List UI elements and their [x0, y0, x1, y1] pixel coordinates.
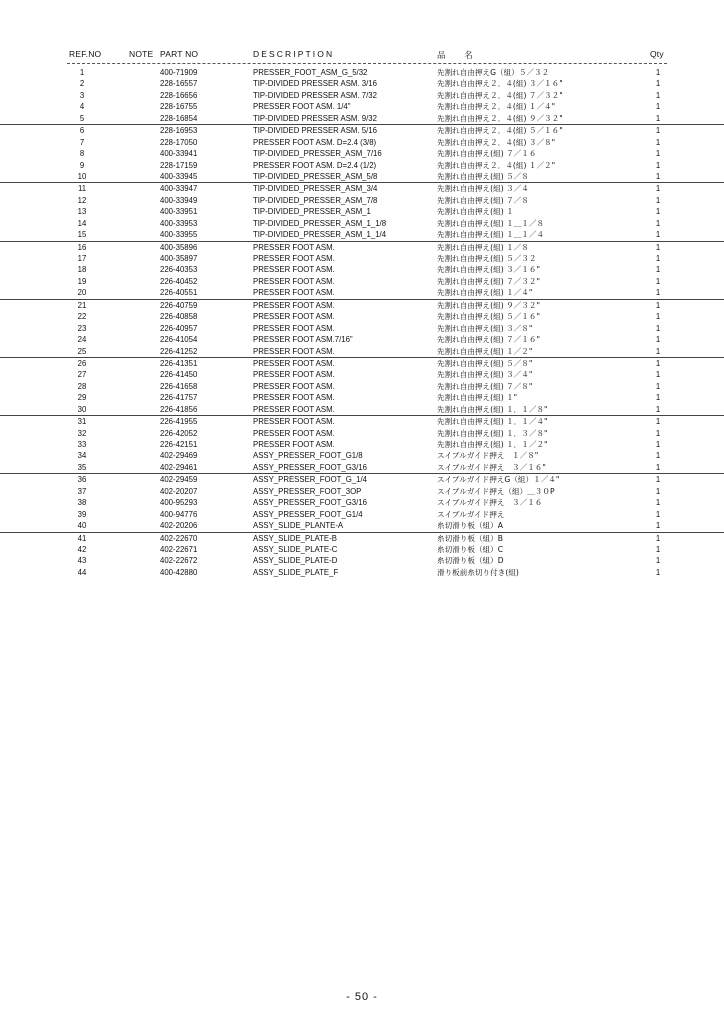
- japanese-name-cell: スイブルガイド押え ３／１６": [437, 462, 546, 472]
- part-no-cell: 228-16755: [160, 102, 198, 112]
- ref-no-cell: 1: [79, 68, 85, 77]
- description-cell: TIP-DIVIDED_PRESSER_ASM_7/8: [253, 195, 378, 205]
- qty-cell: 1: [655, 440, 661, 449]
- qty-cell: 1: [655, 137, 661, 147]
- ref-no-cell: 14: [77, 218, 87, 228]
- description-cell: PRESSER FOOT ASM. D=2.4 (1/2): [253, 160, 377, 170]
- qty-cell: 1: [655, 486, 661, 496]
- description-cell: PRESSER FOOT ASM.: [253, 242, 335, 252]
- part-no-cell: 400-94776: [160, 509, 198, 519]
- ref-no-cell: 24: [77, 335, 87, 345]
- table-row: [0, 392, 724, 403]
- japanese-name-cell: 先割れ自由押え(組) １．１／４": [437, 417, 548, 427]
- description-cell: PRESSER FOOT ASM.: [253, 417, 335, 427]
- part-no-cell: 226-41955: [160, 417, 198, 427]
- ref-no-cell: 39: [77, 509, 87, 519]
- ref-no-cell: 31: [77, 417, 87, 427]
- description-cell: TIP-DIVIDED PRESSER ASM. 5/16: [253, 126, 377, 136]
- ref-no-cell: 25: [77, 346, 87, 356]
- qty-cell: 1: [655, 160, 661, 170]
- table-row: [0, 229, 724, 240]
- japanese-name-cell: 糸切滑り板（組）B: [437, 533, 503, 543]
- part-no-cell: 402-22671: [160, 544, 198, 554]
- part-no-cell: 400-35897: [160, 254, 198, 263]
- description-cell: PRESSER FOOT ASM.: [253, 288, 335, 298]
- ref-no-cell: 21: [77, 300, 87, 310]
- parts-table: [0, 67, 724, 578]
- table-row: [0, 428, 724, 439]
- part-no-cell: 228-17159: [160, 160, 198, 170]
- part-no-cell: 226-40452: [160, 276, 198, 286]
- header-part-no: PART NO: [160, 49, 199, 59]
- japanese-name-cell: 先割れ自由押え(組) ５／３２: [437, 254, 537, 263]
- qty-cell: 1: [655, 509, 661, 519]
- part-no-cell: 228-17050: [160, 137, 198, 147]
- japanese-name-cell: 先割れ自由押え(組) １／８: [437, 242, 529, 252]
- table-row: [0, 206, 724, 217]
- table-row: [0, 567, 724, 578]
- qty-cell: 1: [655, 462, 661, 472]
- part-no-cell: 228-16953: [160, 126, 198, 136]
- japanese-name-cell: 先割れ自由押え(組) １．１／８": [437, 404, 548, 414]
- ref-no-cell: 35: [77, 462, 87, 472]
- part-no-cell: 226-40858: [160, 312, 198, 322]
- qty-cell: 1: [655, 68, 661, 77]
- japanese-name-cell: 先割れ自由押え(組) ３／８": [437, 323, 533, 333]
- description-cell: PRESSER FOOT ASM.: [253, 370, 335, 380]
- japanese-name-cell: 先割れ自由押え(組) ７／１６": [437, 335, 540, 345]
- qty-cell: 1: [655, 312, 661, 322]
- ref-no-cell: 19: [77, 276, 87, 286]
- header-japanese-name: 品 名: [437, 51, 481, 61]
- table-row: [0, 404, 724, 415]
- ref-no-cell: 34: [77, 451, 87, 461]
- japanese-name-cell: スイブルガイド押え（組）＿３０P: [437, 486, 555, 496]
- qty-cell: 1: [655, 230, 661, 240]
- qty-cell: 1: [655, 276, 661, 286]
- page-number: - 50 -: [346, 991, 378, 1003]
- japanese-name-cell: 先割れ自由押え(組) ９／３２": [437, 300, 540, 310]
- qty-cell: 1: [655, 126, 661, 136]
- japanese-name-cell: 滑り板前糸切り付き(組): [437, 567, 519, 577]
- table-row: [0, 381, 724, 392]
- part-no-cell: 226-40759: [160, 300, 198, 310]
- part-no-cell: 400-33951: [160, 207, 198, 217]
- qty-cell: 1: [655, 300, 661, 310]
- ref-no-cell: 23: [77, 323, 87, 333]
- japanese-name-cell: スイブルガイド押え ３／１６: [437, 498, 543, 508]
- ref-no-cell: 6: [79, 126, 85, 136]
- japanese-name-cell: 糸切滑り板（組）D: [437, 556, 504, 566]
- japanese-name-cell: 先割れ自由押え(組) ３／４: [437, 184, 529, 194]
- description-cell: PRESSER FOOT ASM.: [253, 254, 335, 263]
- table-row: [0, 415, 724, 427]
- japanese-name-cell: 先割れ自由押え２．４(組) ３／１６": [437, 79, 563, 89]
- japanese-name-cell: 先割れ自由押え(組) ７／８": [437, 381, 533, 391]
- qty-cell: 1: [655, 381, 661, 391]
- qty-cell: 1: [655, 171, 661, 181]
- ref-no-cell: 38: [77, 498, 87, 508]
- ref-no-cell: 5: [79, 113, 85, 123]
- table-row: [0, 462, 724, 473]
- part-no-cell: 400-33945: [160, 171, 198, 181]
- qty-cell: 1: [655, 149, 661, 159]
- qty-cell: 1: [655, 404, 661, 414]
- qty-cell: 1: [655, 218, 661, 228]
- qty-cell: 1: [655, 102, 661, 112]
- part-no-cell: 226-41450: [160, 370, 198, 380]
- qty-cell: 1: [655, 195, 661, 205]
- japanese-name-cell: 先割れ自由押え(組) ５／８": [437, 358, 533, 368]
- table-row: [0, 544, 724, 555]
- header-divider: [67, 63, 667, 64]
- description-cell: TIP-DIVIDED_PRESSER_ASM_1: [253, 207, 371, 217]
- table-row: [0, 346, 724, 357]
- description-cell: PRESSER FOOT ASM. 1/4": [253, 102, 351, 112]
- ref-no-cell: 15: [77, 230, 87, 240]
- japanese-name-cell: 先割れ自由押え２．４(組) １／２": [437, 160, 556, 170]
- qty-cell: 1: [655, 428, 661, 438]
- qty-cell: 1: [655, 242, 661, 252]
- japanese-name-cell: 先割れ自由押え(組) １＿１／４: [437, 230, 545, 240]
- description-cell: ASSY_PRESSER_FOOT_G_1/4: [253, 475, 367, 485]
- japanese-name-cell: 先割れ自由押え(組) １: [437, 207, 514, 217]
- description-cell: ASSY_PRESSER_FOOT_G3/16: [253, 462, 367, 472]
- table-row: [0, 78, 724, 89]
- description-cell: PRESSER FOOT ASM.: [253, 300, 335, 310]
- qty-cell: 1: [655, 346, 661, 356]
- description-cell: PRESSER FOOT ASM.: [253, 381, 335, 391]
- table-row: [0, 486, 724, 497]
- part-no-cell: 226-41252: [160, 346, 198, 356]
- part-no-cell: 400-33941: [160, 149, 198, 159]
- qty-cell: 1: [655, 475, 661, 485]
- part-no-cell: 228-16557: [160, 79, 198, 89]
- description-cell: PRESSER FOOT ASM.: [253, 440, 335, 449]
- ref-no-cell: 44: [77, 567, 87, 577]
- qty-cell: 1: [655, 254, 661, 263]
- qty-cell: 1: [655, 323, 661, 333]
- japanese-name-cell: 先割れ自由押え(組) １．３／８": [437, 428, 548, 438]
- ref-no-cell: 3: [79, 90, 85, 100]
- table-row: [0, 171, 724, 182]
- table-row: [0, 509, 724, 520]
- ref-no-cell: 16: [77, 242, 87, 252]
- description-cell: PRESSER FOOT ASM.: [253, 393, 335, 403]
- ref-no-cell: 27: [77, 370, 87, 380]
- part-no-cell: 226-41351: [160, 358, 198, 368]
- qty-cell: 1: [655, 184, 661, 194]
- description-cell: TIP-DIVIDED PRESSER ASM. 9/32: [253, 113, 377, 123]
- ref-no-cell: 29: [77, 393, 87, 403]
- qty-cell: 1: [655, 370, 661, 380]
- qty-cell: 1: [655, 113, 661, 123]
- table-row: [0, 323, 724, 334]
- part-no-cell: 400-42880: [160, 567, 198, 577]
- part-no-cell: 402-29469: [160, 451, 198, 461]
- ref-no-cell: 22: [77, 312, 87, 322]
- table-row: [0, 90, 724, 101]
- japanese-name-cell: 先割れ自由押え２．４(組) ３／８": [437, 137, 556, 147]
- qty-cell: 1: [655, 451, 661, 461]
- part-no-cell: 400-33953: [160, 218, 198, 228]
- description-cell: PRESSER FOOT ASM.: [253, 312, 335, 322]
- qty-cell: 1: [655, 90, 661, 100]
- description-cell: PRESSER FOOT ASM.: [253, 404, 335, 414]
- description-cell: ASSY_PRESSER_FOOT_G3/16: [253, 498, 367, 508]
- qty-cell: 1: [655, 544, 661, 554]
- ref-no-cell: 32: [77, 428, 87, 438]
- description-cell: TIP-DIVIDED_PRESSER_ASM_7/16: [253, 149, 382, 159]
- table-row: [0, 160, 724, 171]
- description-cell: TIP-DIVIDED_PRESSER_ASM_3/4: [253, 184, 378, 194]
- table-row: [0, 555, 724, 566]
- japanese-name-cell: 先割れ自由押え(組) １／４": [437, 288, 533, 298]
- description-cell: TIP-DIVIDED_PRESSER_ASM_1_1/4: [253, 230, 387, 240]
- part-no-cell: 226-42052: [160, 428, 198, 438]
- part-no-cell: 400-95293: [160, 498, 198, 508]
- ref-no-cell: 43: [77, 556, 87, 566]
- japanese-name-cell: 先割れ自由押え２．４(組) ９／３２": [437, 113, 563, 123]
- table-row: [0, 357, 724, 369]
- qty-cell: 1: [655, 79, 661, 89]
- part-no-cell: 226-40551: [160, 288, 198, 298]
- description-cell: ASSY_SLIDE_PLATE-D: [253, 556, 338, 566]
- description-cell: PRESSER FOOT ASM.: [253, 265, 335, 275]
- description-cell: ASSY_SLIDE_PLATE-C: [253, 544, 338, 554]
- japanese-name-cell: 先割れ自由押え(組) ７／１６: [437, 149, 537, 159]
- table-row: [0, 67, 724, 78]
- table-row: [0, 450, 724, 461]
- ref-no-cell: 42: [77, 544, 87, 554]
- japanese-name-cell: スイブルガイド押え: [437, 509, 505, 519]
- description-cell: ASSY_SLIDE_PLATE_F: [253, 567, 339, 577]
- description-cell: PRESSER_FOOT_ASM_G_5/32: [253, 68, 368, 77]
- part-no-cell: 402-22672: [160, 556, 198, 566]
- japanese-name-cell: 先割れ自由押え(組) ５／１６": [437, 312, 540, 322]
- description-cell: PRESSER FOOT ASM. D=2.4 (3/8): [253, 137, 377, 147]
- part-no-cell: 402-20206: [160, 521, 198, 531]
- qty-cell: 1: [655, 417, 661, 427]
- description-cell: ASSY_SLIDE_PLANTE-A: [253, 521, 344, 531]
- qty-cell: 1: [655, 521, 661, 531]
- japanese-name-cell: 先割れ自由押え(組) １／２": [437, 346, 533, 356]
- table-row: [0, 113, 724, 124]
- table-row: [0, 520, 724, 531]
- ref-no-cell: 18: [77, 265, 87, 275]
- ref-no-cell: 20: [77, 288, 87, 298]
- qty-cell: 1: [655, 358, 661, 368]
- ref-no-cell: 36: [77, 475, 87, 485]
- qty-cell: 1: [655, 335, 661, 345]
- qty-cell: 1: [655, 265, 661, 275]
- japanese-name-cell: 先割れ自由押え(組) ７／８: [437, 195, 529, 205]
- part-no-cell: 402-20207: [160, 486, 198, 496]
- qty-cell: 1: [655, 556, 661, 566]
- header-ref-no: REF.NO: [69, 49, 102, 59]
- table-row: [0, 276, 724, 287]
- table-row: [0, 287, 724, 298]
- part-no-cell: 400-71909: [160, 68, 198, 77]
- japanese-name-cell: スイブルガイド押えG（組）１／４": [437, 475, 560, 485]
- part-no-cell: 226-40353: [160, 265, 198, 275]
- description-cell: PRESSER FOOT ASM.: [253, 276, 335, 286]
- header-qty: Qty: [650, 49, 664, 59]
- table-row: [0, 311, 724, 322]
- japanese-name-cell: 先割れ自由押えG（組）５／３２: [437, 68, 550, 77]
- ref-no-cell: 2: [79, 79, 85, 89]
- table-row: [0, 241, 724, 253]
- description-cell: PRESSER FOOT ASM.: [253, 323, 335, 333]
- description-cell: ASSY_PRESSER_FOOT_G1/4: [253, 509, 363, 519]
- part-no-cell: 226-41757: [160, 393, 198, 403]
- qty-cell: 1: [655, 393, 661, 403]
- table-row: [0, 137, 724, 148]
- table-row: [0, 299, 724, 311]
- part-no-cell: 400-33947: [160, 184, 198, 194]
- table-row: [0, 124, 724, 136]
- description-cell: ASSY_PRESSER_FOOT_3OP: [253, 486, 362, 496]
- description-cell: PRESSER FOOT ASM.: [253, 428, 335, 438]
- part-no-cell: 400-33949: [160, 195, 198, 205]
- part-no-cell: 226-40957: [160, 323, 198, 333]
- ref-no-cell: 17: [77, 254, 87, 263]
- part-no-cell: 402-29459: [160, 475, 198, 485]
- part-no-cell: 402-22670: [160, 533, 198, 543]
- ref-no-cell: 26: [77, 358, 87, 368]
- ref-no-cell: 9: [79, 160, 85, 170]
- qty-cell: 1: [655, 567, 661, 577]
- ref-no-cell: 11: [77, 184, 87, 194]
- ref-no-cell: 4: [79, 102, 85, 112]
- description-cell: ASSY_PRESSER_FOOT_G1/8: [253, 451, 363, 461]
- part-no-cell: 228-16854: [160, 113, 198, 123]
- part-no-cell: 402-29461: [160, 462, 198, 472]
- japanese-name-cell: 先割れ自由押え２．４(組) ７／３２": [437, 90, 563, 100]
- ref-no-cell: 41: [77, 533, 87, 543]
- part-no-cell: 228-16656: [160, 90, 198, 100]
- table-row: [0, 182, 724, 194]
- japanese-name-cell: 先割れ自由押え(組) ５／８: [437, 171, 529, 181]
- japanese-name-cell: 先割れ自由押え(組) １＿１／８: [437, 218, 545, 228]
- table-row: [0, 264, 724, 275]
- header-note: NOTE: [129, 49, 154, 59]
- qty-cell: 1: [655, 207, 661, 217]
- japanese-name-cell: 糸切滑り板（組）A: [437, 521, 503, 531]
- part-no-cell: 400-35896: [160, 242, 198, 252]
- japanese-name-cell: 先割れ自由押え２．４(組) １／４": [437, 102, 556, 112]
- ref-no-cell: 37: [77, 486, 87, 496]
- japanese-name-cell: 先割れ自由押え(組) １．１／２": [437, 440, 548, 449]
- ref-no-cell: 30: [77, 404, 87, 414]
- table-row: [0, 369, 724, 380]
- part-no-cell: 400-33955: [160, 230, 198, 240]
- japanese-name-cell: 先割れ自由押え(組) ３／１６": [437, 265, 540, 275]
- part-no-cell: 226-41054: [160, 335, 198, 345]
- japanese-name-cell: スイブルガイド押え １／８": [437, 451, 539, 461]
- table-row: [0, 253, 724, 264]
- description-cell: TIP-DIVIDED_PRESSER_ASM_5/8: [253, 171, 378, 181]
- part-no-cell: 226-41856: [160, 404, 198, 414]
- table-row: [0, 473, 724, 485]
- ref-no-cell: 13: [77, 207, 87, 217]
- qty-cell: 1: [655, 498, 661, 508]
- japanese-name-cell: 糸切滑り板（組）C: [437, 544, 504, 554]
- description-cell: TIP-DIVIDED PRESSER ASM. 7/32: [253, 90, 377, 100]
- description-cell: ASSY_SLIDE_PLATE-B: [253, 533, 337, 543]
- table-row: [0, 497, 724, 508]
- description-cell: TIP-DIVIDED PRESSER ASM. 3/16: [253, 79, 377, 89]
- part-no-cell: 226-41658: [160, 381, 198, 391]
- qty-cell: 1: [655, 533, 661, 543]
- table-row: [0, 532, 724, 544]
- description-cell: TIP-DIVIDED_PRESSER_ASM_1_1/8: [253, 218, 387, 228]
- japanese-name-cell: 先割れ自由押え(組) １": [437, 393, 518, 403]
- table-row: [0, 218, 724, 229]
- ref-no-cell: 7: [79, 137, 85, 147]
- part-no-cell: 226-42151: [160, 440, 198, 449]
- ref-no-cell: 8: [79, 149, 85, 159]
- japanese-name-cell: 先割れ自由押え(組) ３／４": [437, 370, 533, 380]
- ref-no-cell: 12: [77, 195, 87, 205]
- table-row: [0, 101, 724, 112]
- description-cell: PRESSER FOOT ASM.: [253, 346, 335, 356]
- table-row: [0, 195, 724, 206]
- table-row: [0, 439, 724, 450]
- ref-no-cell: 10: [77, 171, 87, 181]
- japanese-name-cell: 先割れ自由押え(組) ７／３２": [437, 276, 540, 286]
- table-row: [0, 148, 724, 159]
- qty-cell: 1: [655, 288, 661, 298]
- table-row: [0, 334, 724, 345]
- japanese-name-cell: 先割れ自由押え２．４(組) ５／１６": [437, 126, 563, 136]
- ref-no-cell: 33: [77, 440, 87, 449]
- description-cell: PRESSER FOOT ASM.7/16": [253, 335, 353, 345]
- header-description: DESCRIPTION: [253, 49, 335, 59]
- ref-no-cell: 28: [77, 381, 87, 391]
- description-cell: PRESSER FOOT ASM.: [253, 358, 335, 368]
- ref-no-cell: 40: [77, 521, 87, 531]
